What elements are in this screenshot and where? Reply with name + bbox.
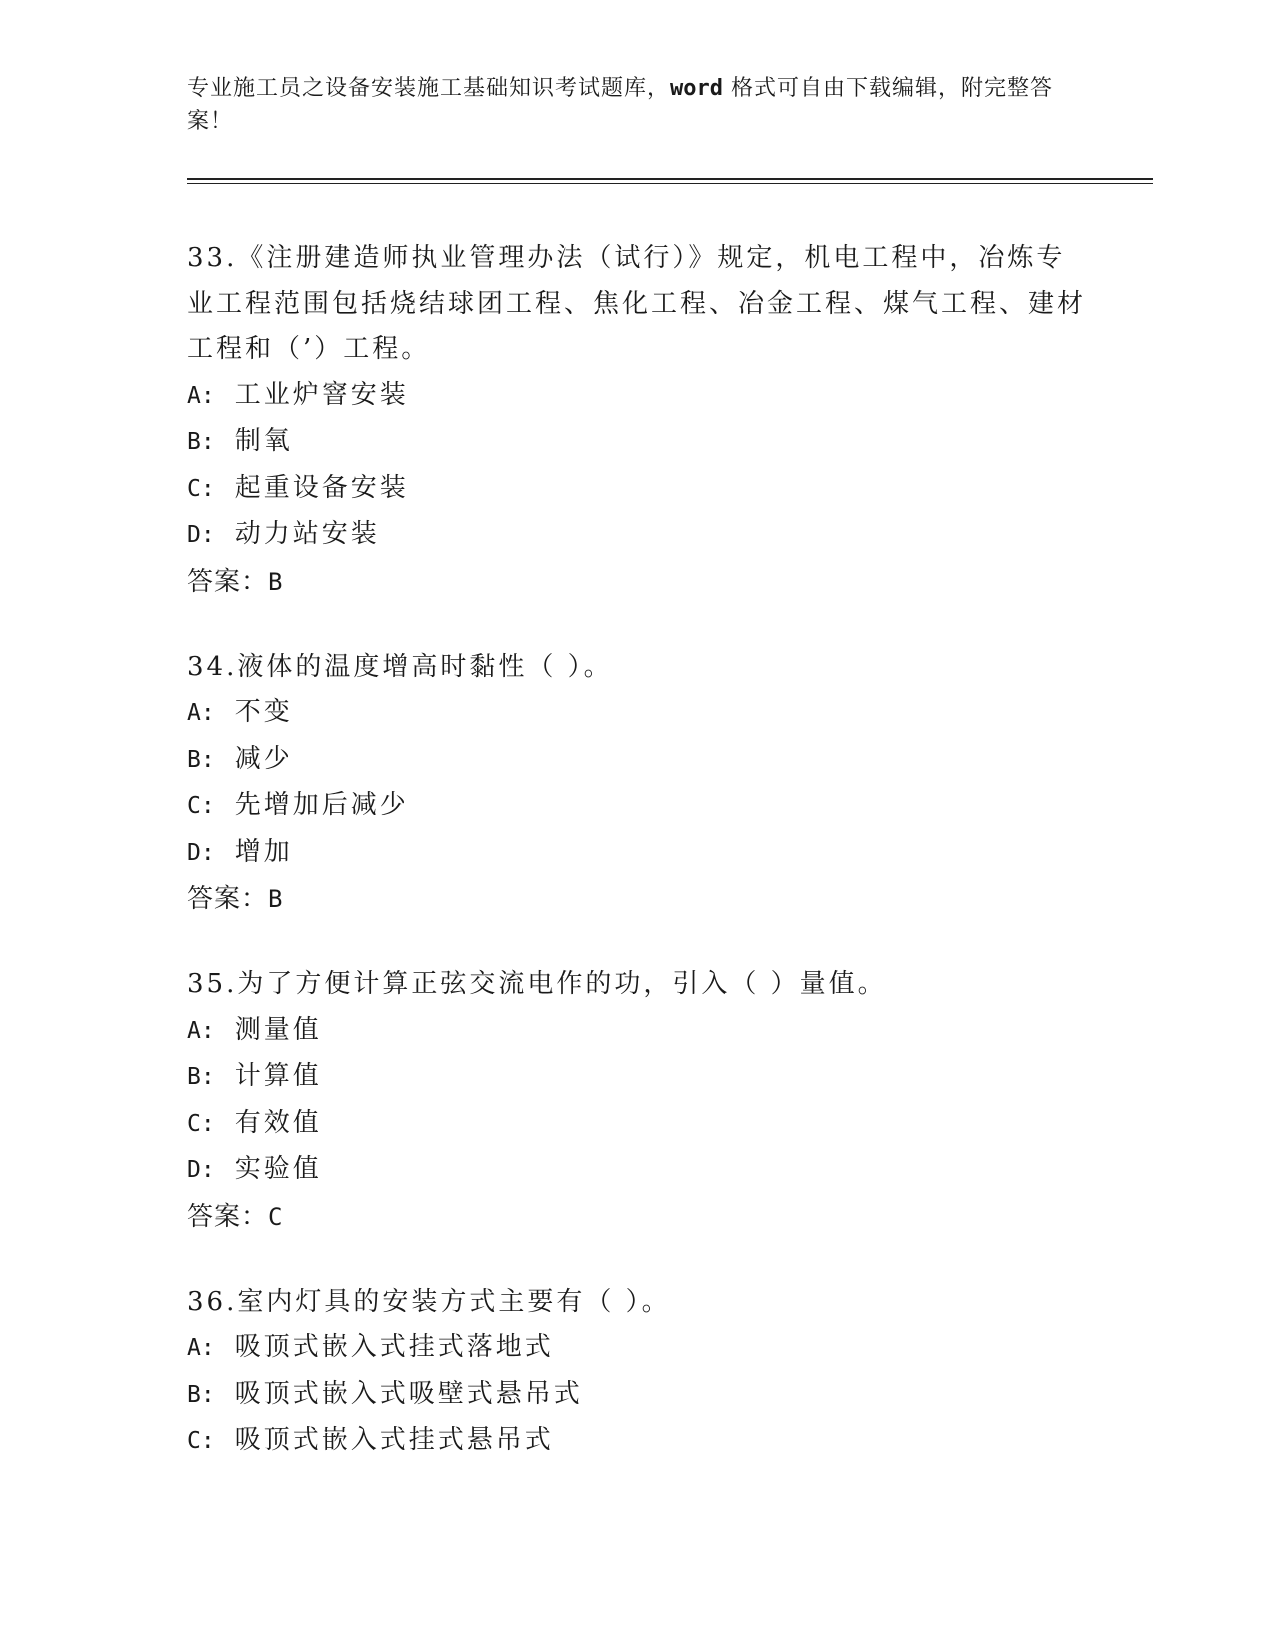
option-letter: D:: [187, 522, 215, 548]
option-text: 有效值: [234, 1107, 322, 1138]
question-34: [187, 645, 1087, 923]
header-text-before: 专业施工员之设备安装施工基础知识考试题库，: [187, 76, 671, 101]
answer-label: 答案：: [187, 884, 269, 914]
question-36: [187, 1280, 1087, 1465]
option-letter: C:: [187, 1428, 215, 1454]
option-letter: D:: [187, 839, 215, 866]
question-stem: 34.液体的温度增高时黏性（ ）。: [187, 651, 613, 682]
option-letter: A:: [187, 382, 215, 409]
option-d: [187, 830, 1087, 877]
option-text: 制氧: [234, 426, 293, 456]
header-divider-thick: [187, 178, 1153, 180]
answer-line: [187, 559, 1087, 605]
question-stem: 36.室内灯具的安装方式主要有（ ）。: [187, 1286, 671, 1317]
document-header: [187, 72, 1067, 138]
option-text: 减少: [234, 743, 293, 774]
option-letter: B:: [187, 746, 215, 773]
option-d: [187, 1147, 1087, 1194]
option-letter: D:: [187, 1157, 215, 1183]
option-letter: A:: [187, 1335, 215, 1361]
option-b: [187, 419, 1087, 466]
option-c: [187, 1101, 1087, 1148]
option-b: [187, 737, 1087, 784]
option-text: 测量值: [234, 1014, 322, 1045]
answer-line: [187, 1194, 1087, 1240]
option-d: [187, 512, 1087, 559]
option-a: [187, 1325, 1087, 1372]
question-35: [187, 962, 1087, 1240]
option-a: [187, 373, 1087, 420]
option-letter: B:: [187, 1381, 215, 1408]
option-letter: C:: [187, 475, 215, 502]
header-word: word: [670, 76, 723, 101]
answer-label: 答案：: [187, 566, 269, 597]
answer-label: 答案：: [187, 1201, 269, 1232]
option-b: [187, 1054, 1087, 1101]
option-text: 不变: [234, 697, 293, 727]
option-text: 计算值: [234, 1061, 322, 1091]
option-c: [187, 1418, 1087, 1465]
question-stem: 35.为了方便计算正弦交流电作的功，引入（ ）量值。: [187, 969, 887, 999]
answer-value: C: [268, 1202, 284, 1231]
answer-line: [187, 876, 1087, 922]
option-c: [187, 466, 1087, 513]
option-text: 吸顶式嵌入式吸壁式悬吊式: [234, 1378, 583, 1409]
option-text: 吸顶式嵌入式挂式悬吊式: [234, 1425, 554, 1455]
header-divider-thin: [187, 183, 1153, 184]
option-text: 工业炉窨安装: [234, 379, 409, 410]
option-letter: C:: [187, 793, 215, 819]
option-text: 起重设备安装: [234, 472, 409, 503]
option-c: [187, 783, 1087, 830]
answer-value: B: [268, 885, 284, 913]
option-letter: A:: [187, 700, 215, 726]
option-letter: B:: [187, 429, 215, 455]
option-letter: C:: [187, 1110, 215, 1137]
option-text: 吸顶式嵌入式挂式落地式: [234, 1332, 554, 1362]
option-letter: A:: [187, 1017, 215, 1044]
answer-value: B: [268, 567, 284, 596]
option-b: [187, 1372, 1087, 1419]
question-stem: 33.《注册建造师执业管理办法（试行）》规定，机电工程中，冶炼专业工程范围包括烧结球团工程、焦化工程、冶金工程、煤气工程、建材工程和（’）工程。: [187, 243, 1087, 364]
option-a: [187, 1008, 1087, 1055]
header-text-after: 格式可自由下载编辑，附完整答案！: [187, 76, 1053, 134]
option-a: [187, 690, 1087, 737]
option-letter: B:: [187, 1064, 215, 1090]
option-text: 先增加后减少: [234, 790, 409, 820]
question-list: [187, 236, 1087, 1505]
option-text: 实验值: [234, 1154, 322, 1184]
question-33: [187, 236, 1087, 605]
option-text: 动力站安装: [234, 519, 380, 549]
option-text: 增加: [234, 836, 293, 867]
